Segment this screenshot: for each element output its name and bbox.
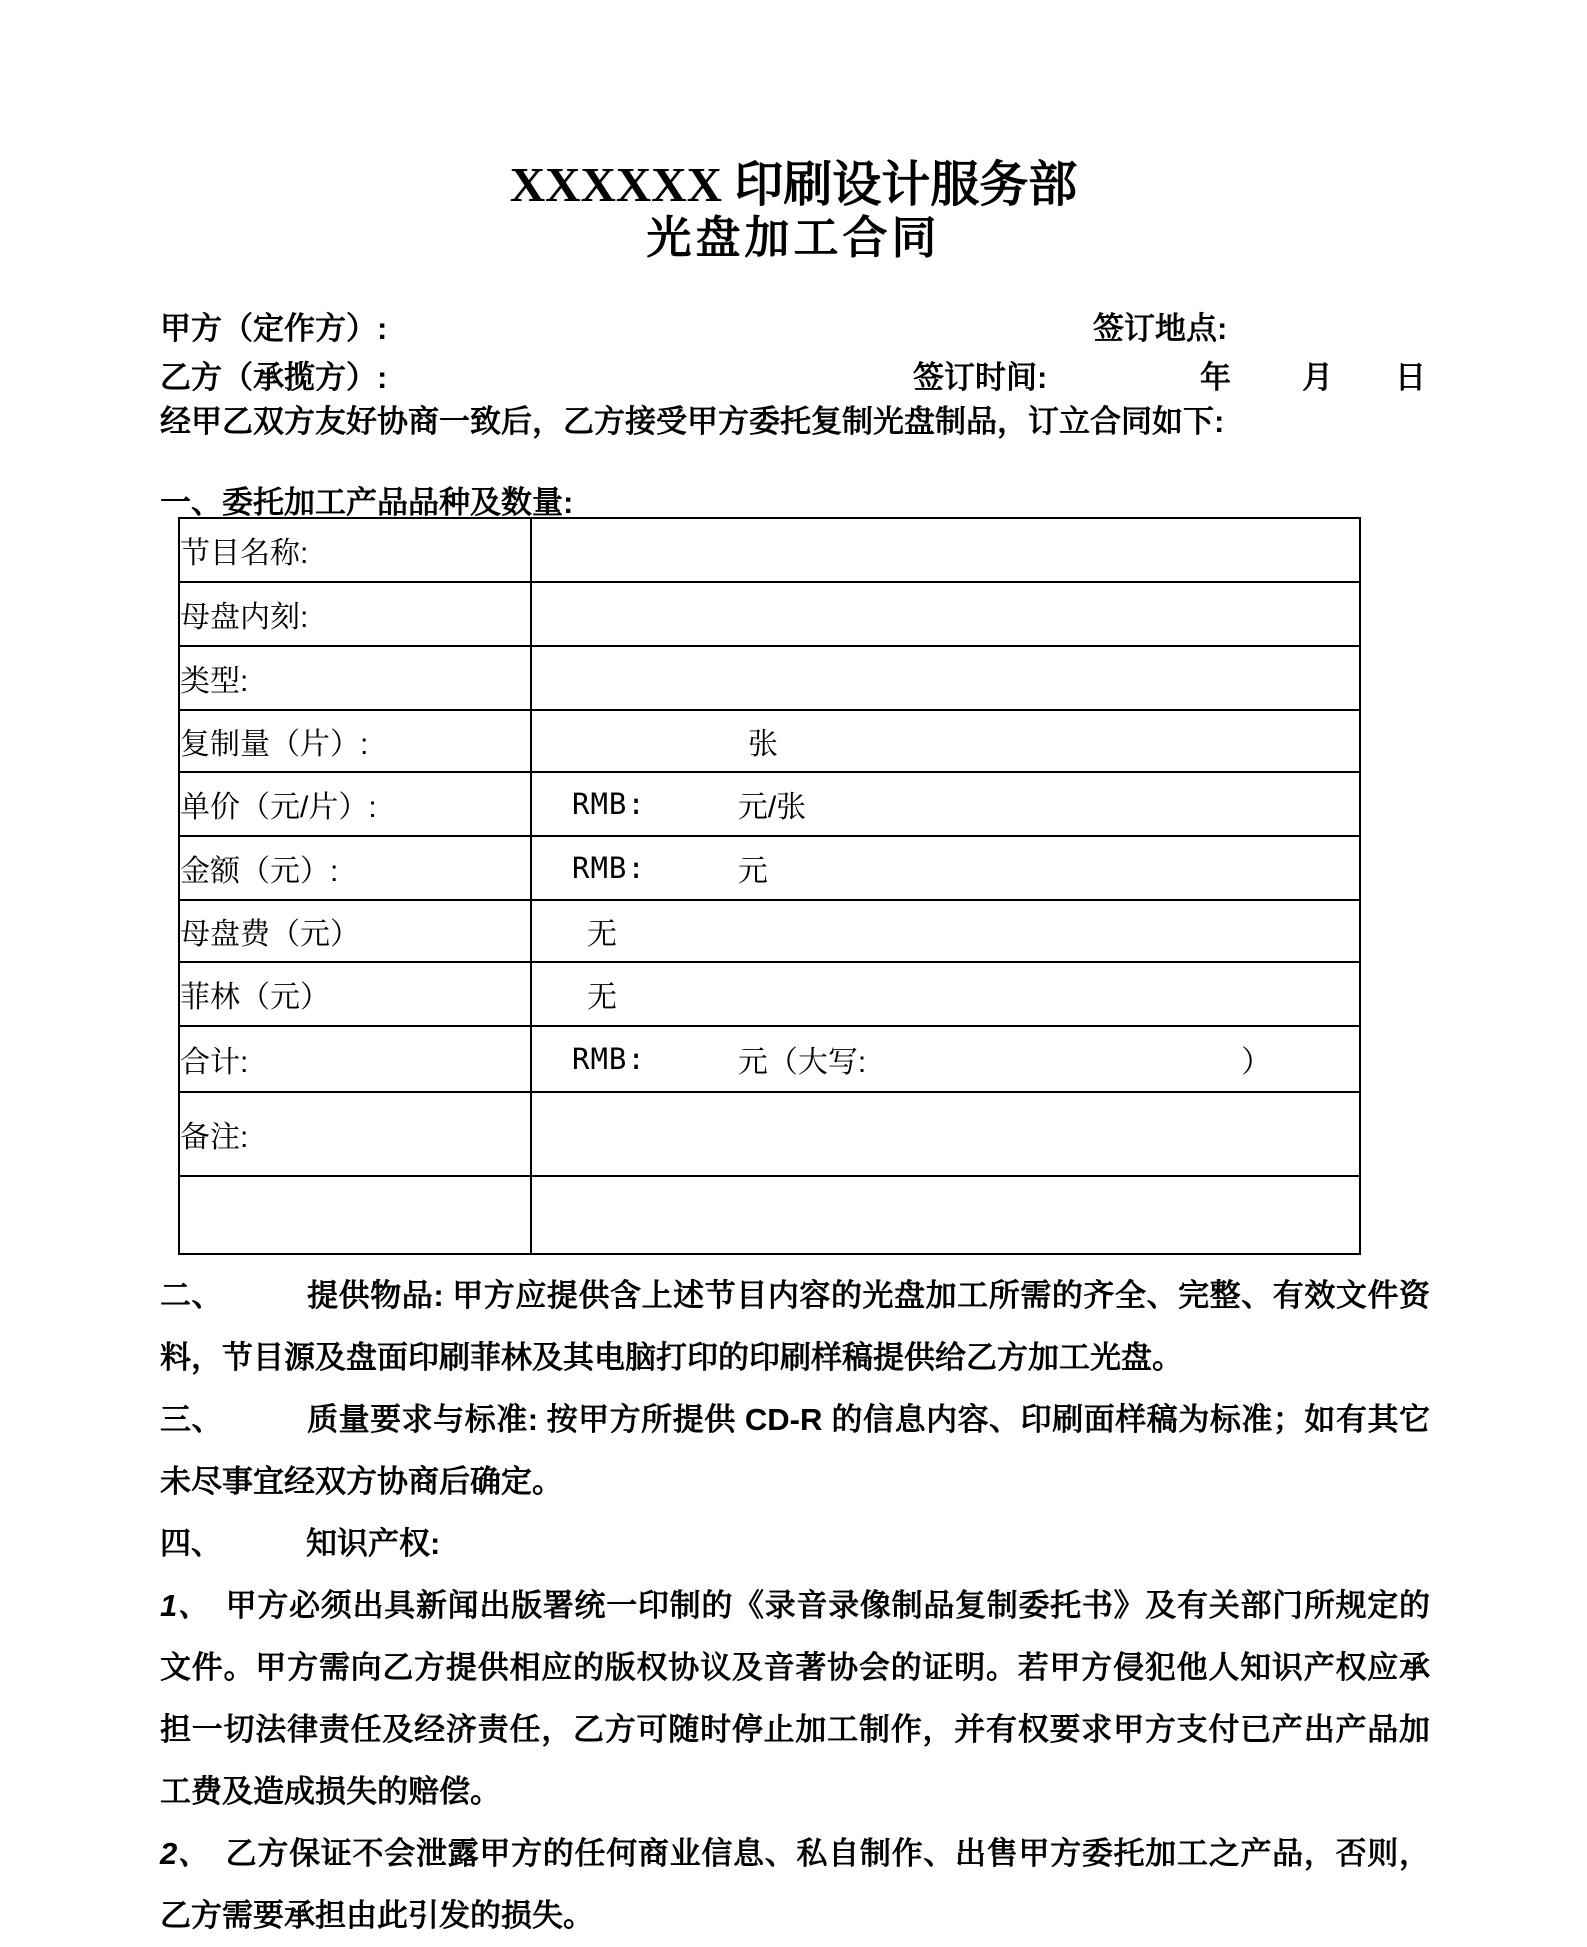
row-value-cell xyxy=(531,710,1360,772)
value-segment: 无 xyxy=(587,981,617,1014)
value-segment: ） xyxy=(1241,1046,1272,1079)
row-label-cell: 复制量（片）: xyxy=(179,710,531,772)
contract-paragraph xyxy=(160,1575,1430,1823)
table-row xyxy=(179,1092,1360,1176)
row-label-cell xyxy=(179,1176,531,1254)
product-table-body xyxy=(179,518,1360,1254)
row-value-cell xyxy=(531,772,1360,836)
value-segment: 无 xyxy=(587,918,617,951)
paragraph-text: 乙方保证不会泄露甲方的任何商业信息、私自制作、出售甲方委托加工之产品，否则，乙方需要承担由此引发的损失。 xyxy=(160,1836,1430,1933)
header-line-party-a xyxy=(0,303,1587,346)
paragraph-text: 甲方应提供含上述节目内容的光盘加工所需的齐全、完整、有效文件资料，节目源及盘面印刷菲林及其电脑打印的印刷样稿提供给乙方加工光盘。 xyxy=(160,1278,1431,1375)
row-value-cell xyxy=(531,518,1360,582)
sign-place-label: 签订地点: xyxy=(1093,311,1228,346)
value-segment: 元（大写: xyxy=(737,1046,867,1079)
paragraph-text: 甲方必须出具新闻出版署统一印制的《录音录像制品复制委托书》及有关部门所规定的文件。甲方需向乙方提供相应的版权协议及音著协会的证明。若甲方侵犯他人知识产权应承担一切法律责任及经济责任，乙方可随时停止加工制作，并有权要求甲方支付已产出产品加工费及造成损失的赔偿。 xyxy=(160,1588,1430,1809)
row-value-cell xyxy=(531,1092,1360,1176)
row-label-cell: 母盘费（元） xyxy=(179,900,531,962)
section1-heading: 一、委托加工产品品种及数量: xyxy=(160,485,574,520)
paragraph-text: 按甲方所提供 CD-R 的信息内容、印刷面样稿为标准；如有其它未尽事宜经双方协商后确定。 xyxy=(160,1402,1431,1499)
table-row xyxy=(179,772,1360,836)
intro-text: 经甲乙双方友好协商一致后，乙方接受甲方委托复制光盘制品，订立合同如下: xyxy=(160,404,1225,439)
month-label: 月 xyxy=(1302,360,1333,395)
row-label-cell: 合计: xyxy=(179,1026,531,1092)
sign-time-label: 签订时间: xyxy=(913,360,1048,395)
value-segment: 元/张 xyxy=(737,791,807,824)
value-segment: RMB: xyxy=(572,787,646,821)
row-label-cell: 母盘内刻: xyxy=(179,582,531,646)
paragraph-label: 提供物品: xyxy=(307,1278,444,1313)
paragraph-label: 质量要求与标准: xyxy=(307,1402,539,1437)
row-label-cell: 备注: xyxy=(179,1092,531,1176)
table-row xyxy=(179,710,1360,772)
document-title-line1: XXXXXX 印刷设计服务部 xyxy=(509,157,1078,212)
row-value-cell xyxy=(531,1176,1360,1254)
row-value-cell xyxy=(531,900,1360,962)
table-row xyxy=(179,836,1360,900)
row-label-cell: 金额（元）: xyxy=(179,836,531,900)
row-label-cell: 菲林（元） xyxy=(179,962,531,1026)
paragraph-marker: 三、 xyxy=(160,1402,224,1437)
paragraph-marker: 二、 xyxy=(160,1278,224,1313)
header-line-party-b xyxy=(0,352,1587,395)
contract-paragraph xyxy=(160,1389,1430,1513)
value-segment: 张 xyxy=(748,728,778,761)
paragraph-marker: 四、 xyxy=(160,1526,222,1561)
table-row xyxy=(179,646,1360,710)
value-segment: RMB: xyxy=(572,851,646,885)
party-b-label: 乙方（承揽方）: xyxy=(160,360,388,395)
paragraph-marker: 1、 xyxy=(160,1588,210,1623)
row-label-cell: 节目名称: xyxy=(179,518,531,582)
year-label: 年 xyxy=(1200,360,1231,395)
contract-paragraphs xyxy=(160,1265,1430,1947)
value-segment: RMB: xyxy=(572,1042,646,1076)
product-table xyxy=(178,517,1361,1255)
table-row xyxy=(179,962,1360,1026)
day-label: 日 xyxy=(1395,360,1426,395)
row-value-cell xyxy=(531,582,1360,646)
row-label-cell: 单价（元/片）: xyxy=(179,772,531,836)
document-title-line2: 光盘加工合同 xyxy=(646,213,941,263)
value-segment: 元 xyxy=(737,855,768,888)
paragraph-label: 知识产权: xyxy=(306,1526,441,1561)
row-value-cell xyxy=(531,836,1360,900)
table-row xyxy=(179,900,1360,962)
paragraph-marker: 2、 xyxy=(160,1836,210,1871)
contract-paragraph xyxy=(160,1823,1430,1947)
row-value-cell xyxy=(531,962,1360,1026)
row-value-cell xyxy=(531,646,1360,710)
table-row xyxy=(179,518,1360,582)
table-row xyxy=(179,582,1360,646)
row-label-cell: 类型: xyxy=(179,646,531,710)
table-row xyxy=(179,1026,1360,1092)
party-a-label: 甲方（定作方）: xyxy=(160,311,388,346)
contract-paragraph xyxy=(160,1513,1430,1575)
table-row xyxy=(179,1176,1360,1254)
contract-paragraph xyxy=(160,1265,1430,1389)
row-value-cell xyxy=(531,1026,1360,1092)
